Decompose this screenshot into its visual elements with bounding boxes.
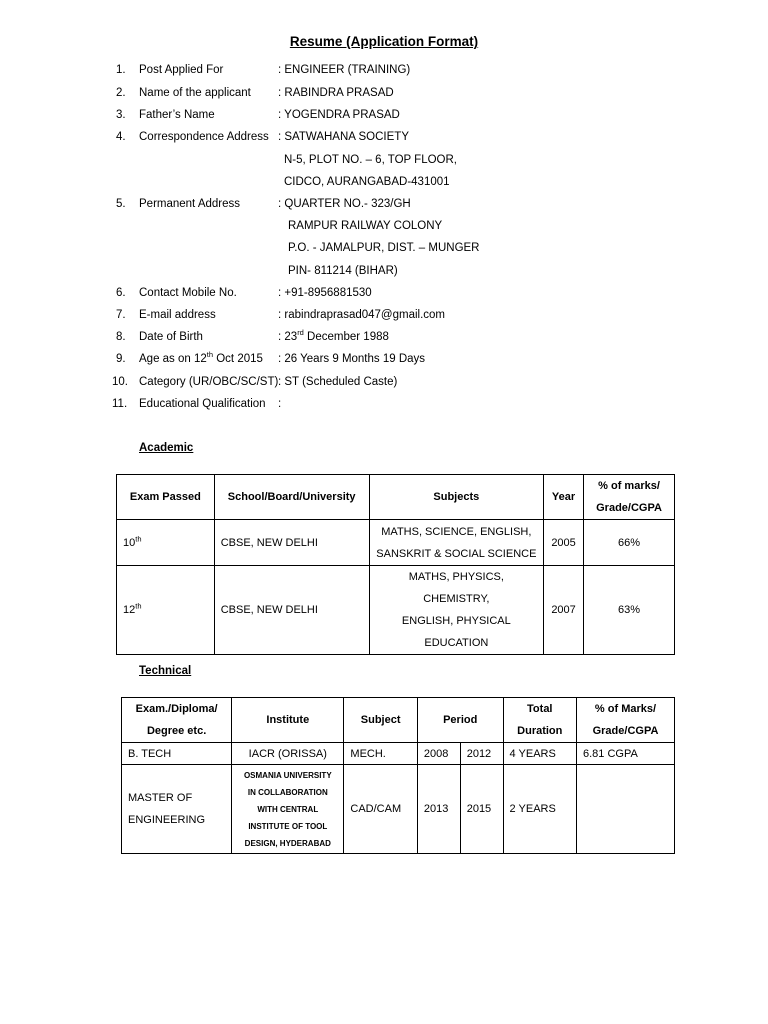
field-number: 8.: [116, 331, 126, 343]
column-header: Period: [417, 698, 503, 743]
academic-heading: Academic: [139, 442, 194, 454]
marks-cell: [577, 765, 675, 854]
field-label: Date of Birth: [139, 331, 203, 343]
column-header: Exam./Diploma/ Degree etc.: [122, 698, 232, 743]
field-value: : 26 Years 9 Months 19 Days: [278, 353, 426, 365]
field-value: : ENGINEER (TRAINING): [278, 64, 411, 76]
exam-cell: B. TECH: [122, 743, 232, 765]
table-row: [122, 743, 675, 765]
field-label: E-mail address: [139, 309, 216, 321]
field-number: 9.: [116, 353, 126, 365]
subjects-cell: MATHS, SCIENCE, ENGLISH, SANSKRIT & SOCIAL SCIENCE: [369, 520, 543, 566]
subject-cell: MECH.: [344, 743, 417, 765]
page-title: Resume (Application Format): [289, 34, 479, 49]
column-header: Total Duration: [503, 698, 576, 743]
field-number: 11.: [112, 398, 128, 410]
field-value: : +91-8956881530: [278, 287, 372, 299]
field-label: Category (UR/OBC/SC/ST): [139, 376, 279, 388]
field-value: :: [278, 398, 282, 410]
field-value: : ST (Scheduled Caste): [278, 376, 398, 388]
year-cell: 2007: [544, 566, 584, 655]
subjects-cell: MATHS, PHYSICS, CHEMISTRY, ENGLISH, PHYSICAL EDUCATION: [369, 566, 543, 655]
field-label: Permanent Address: [139, 198, 241, 210]
column-header: % of Marks/ Grade/CGPA: [577, 698, 675, 743]
exam-cell: MASTER OF ENGINEERING: [122, 765, 232, 854]
field-value: : SATWAHANA SOCIETY: [278, 131, 409, 143]
column-header: Year: [544, 475, 584, 520]
duration-cell: 2 YEARS: [503, 765, 576, 854]
year-cell: 2005: [544, 520, 584, 566]
address-line: PIN- 811214 (BIHAR): [288, 265, 398, 277]
address-line: CIDCO, AURANGABAD-431001: [284, 176, 450, 188]
table-header-row: [117, 475, 675, 520]
field-label: Contact Mobile No.: [139, 287, 237, 299]
column-header: Subjects: [369, 475, 543, 520]
marks-cell: 6.81 CGPA: [577, 743, 675, 765]
duration-cell: 4 YEARS: [503, 743, 576, 765]
field-label: Post Applied For: [139, 64, 224, 76]
board-cell: CBSE, NEW DELHI: [214, 520, 369, 566]
field-number: 10.: [112, 376, 128, 388]
field-label: Correspondence Address: [139, 131, 269, 143]
address-line: P.O. - JAMALPUR, DIST. – MUNGER: [288, 242, 480, 254]
column-header: % of marks/ Grade/CGPA: [584, 475, 675, 520]
field-value: : RABINDRA PRASAD: [278, 87, 394, 99]
table-row: [117, 566, 675, 655]
marks-cell: 63%: [584, 566, 675, 655]
subject-cell: CAD/CAM: [344, 765, 417, 854]
field-value: : QUARTER NO.- 323/GH: [278, 198, 411, 210]
table-row: [122, 765, 675, 854]
institute-cell: IACR (ORISSA): [232, 743, 344, 765]
board-cell: CBSE, NEW DELHI: [214, 566, 369, 655]
field-number: 4.: [116, 131, 126, 143]
address-line: RAMPUR RAILWAY COLONY: [288, 220, 443, 232]
field-label: Educational Qualification: [139, 398, 266, 410]
field-value: : 23rd December 1988: [278, 328, 389, 343]
table-row: [117, 520, 675, 566]
field-number: 6.: [116, 287, 126, 299]
table-header-row: [122, 698, 675, 743]
period-to-cell: 2012: [460, 743, 503, 765]
field-number: 2.: [116, 87, 126, 99]
column-header: School/Board/University: [214, 475, 369, 520]
field-number: 7.: [116, 309, 126, 321]
period-from-cell: 2013: [417, 765, 460, 854]
exam-cell: 12th: [117, 566, 215, 655]
field-label: Age as on 12th Oct 2015: [139, 350, 263, 365]
academic-table: [116, 474, 675, 655]
marks-cell: 66%: [584, 520, 675, 566]
field-number: 5.: [116, 198, 126, 210]
institute-cell: OSMANIA UNIVERSITY IN COLLABORATION WITH CENTRAL INSTITUTE OF TOOL DESIGN, HYDERABAD: [232, 765, 344, 854]
field-number: 1.: [116, 64, 126, 76]
field-value: : YOGENDRA PRASAD: [278, 109, 400, 121]
period-to-cell: 2015: [460, 765, 503, 854]
exam-cell: 10th: [117, 520, 215, 566]
column-header: Subject: [344, 698, 417, 743]
field-label: Father’s Name: [139, 109, 215, 121]
address-line: N-5, PLOT NO. – 6, TOP FLOOR,: [284, 154, 457, 166]
field-number: 3.: [116, 109, 126, 121]
field-label: Name of the applicant: [139, 87, 251, 99]
technical-table: [121, 697, 675, 854]
field-value: : rabindraprasad047@gmail.com: [278, 309, 446, 321]
technical-heading: Technical: [139, 665, 192, 677]
period-from-cell: 2008: [417, 743, 460, 765]
column-header: Institute: [232, 698, 344, 743]
column-header: Exam Passed: [117, 475, 215, 520]
